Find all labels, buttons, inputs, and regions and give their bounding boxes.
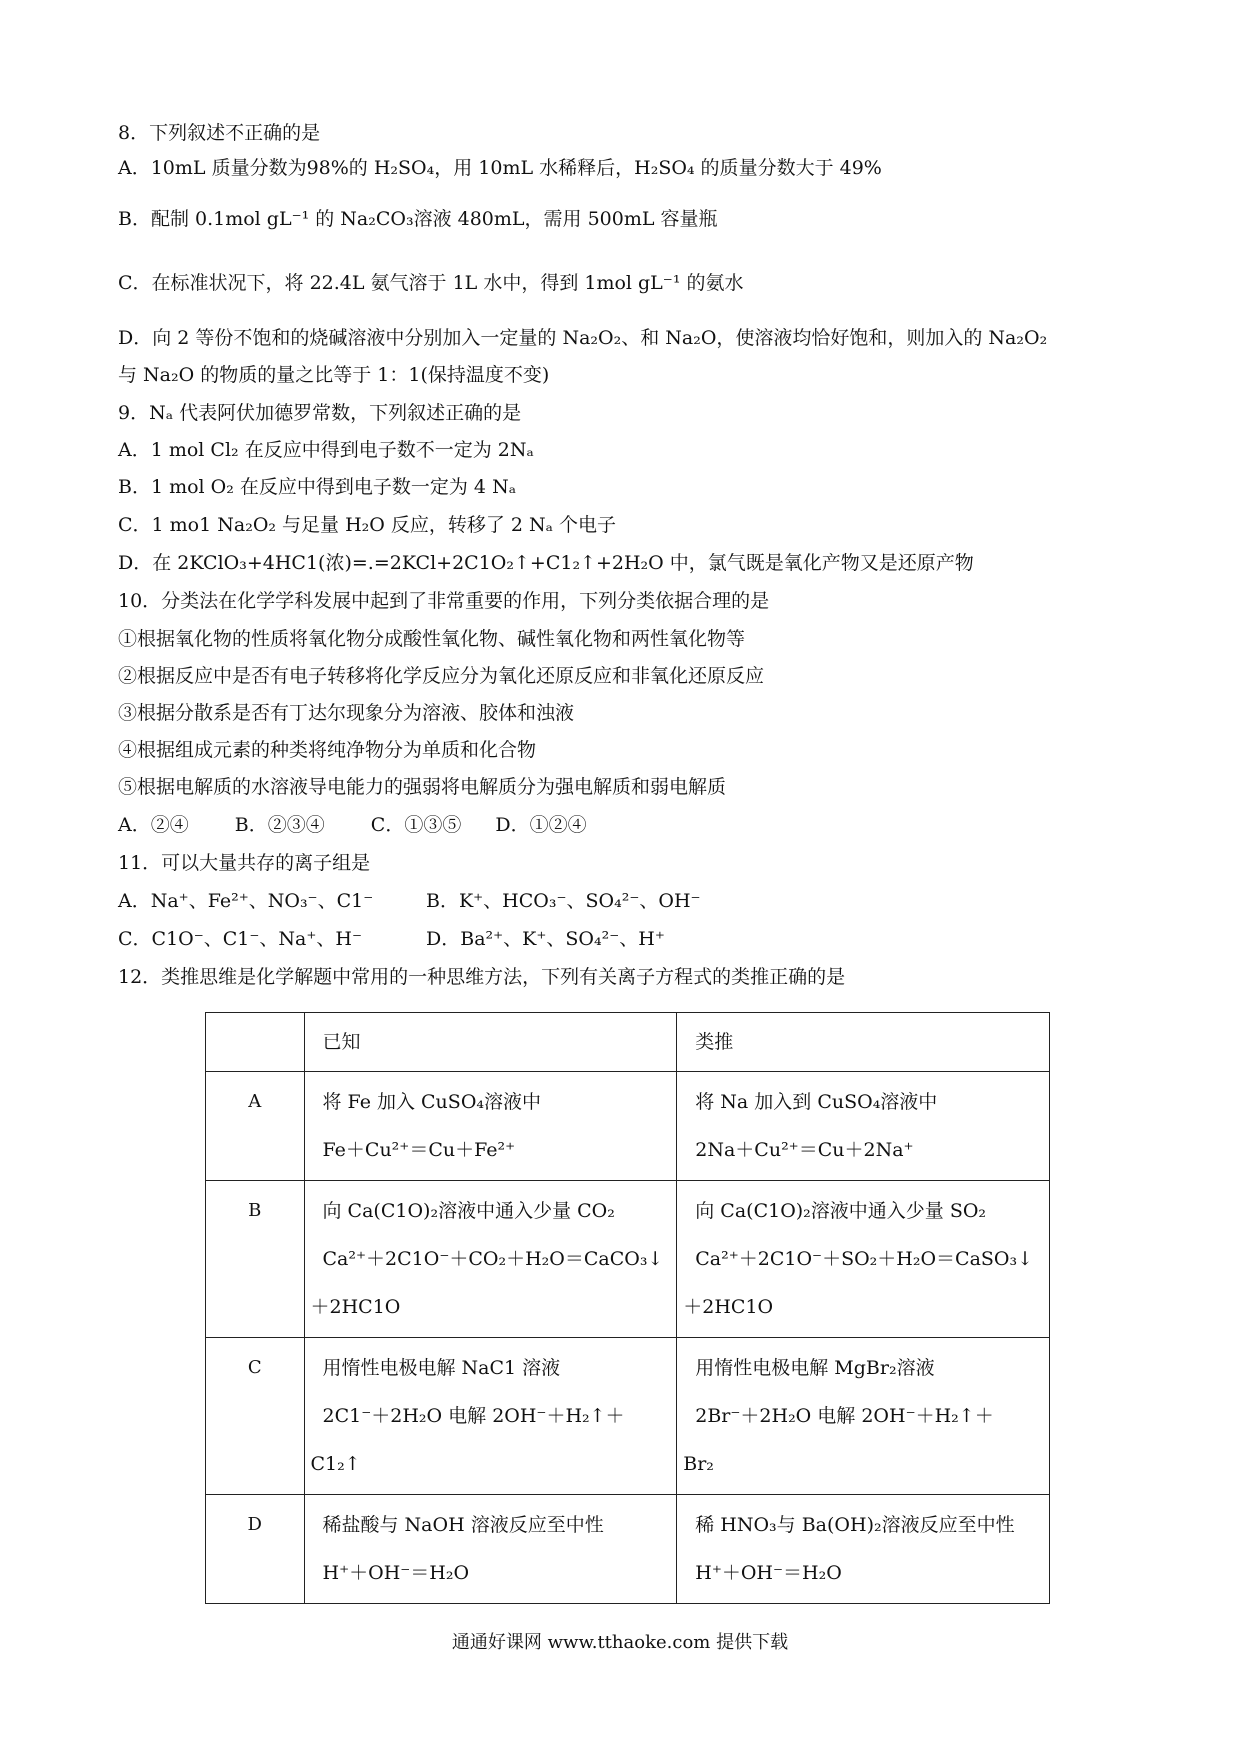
analog-cell [677, 1072, 1050, 1181]
q9-option-b: B．1 mol O₂ 在反应中得到电子数一定为 4 Nₐ [118, 476, 517, 498]
q9-option-a: A．1 mol Cl₂ 在反应中得到电子数不一定为 2Nₐ [118, 439, 534, 461]
row-key: D [206, 1495, 305, 1604]
known-cell [304, 1072, 677, 1181]
cell-line: 用惰性电极电解 NaC1 溶液 [322, 1357, 561, 1379]
table-row [206, 1495, 1050, 1604]
cell-line: 2Na＋Cu²⁺＝Cu＋2Na⁺ [695, 1139, 914, 1161]
cell-line: H⁺＋OH⁻＝H₂O [322, 1562, 470, 1584]
q12-stem: 12．类推思维是化学解题中常用的一种思维方法，下列有关离子方程式的类推正确的是 [118, 966, 846, 988]
cell-line: 稀盐酸与 NaOH 溶液反应至中性 [322, 1514, 604, 1536]
cell-line: H⁺＋OH⁻＝H₂O [695, 1562, 842, 1584]
q10-item: ①根据氧化物的性质将氧化物分成酸性氧化物、碱性氧化物和两性氧化物等 [118, 628, 746, 650]
table-header-analog: 类推 [677, 1013, 1050, 1072]
analog-cell [677, 1338, 1050, 1495]
cell-line: 将 Na 加入到 CuSO₄溶液中 [695, 1091, 938, 1113]
q10-stem: 10．分类法在化学学科发展中起到了非常重要的作用，下列分类依据合理的是 [118, 590, 770, 612]
q8-stem: 8．下列叙述不正确的是 [118, 122, 321, 144]
q8-option-a: A．10mL 质量分数为98%的 H₂SO₄，用 10mL 水稀释后，H₂SO₄ 的质量分数大于 49% [118, 157, 882, 179]
table-header-row [206, 1013, 1050, 1072]
cell-line: ＋2HC1O [683, 1296, 774, 1318]
q8-option-d-cont: 与 Na₂O 的物质的量之比等于 1：1(保持温度不变) [118, 364, 550, 386]
q9-option-c: C．1 mo1 Na₂O₂ 与足量 H₂O 反应，转移了 2 Nₐ 个电子 [118, 514, 617, 536]
q10-options [118, 812, 587, 838]
q10-item: ③根据分散系是否有丁达尔现象分为溶液、胶体和浊液 [118, 702, 575, 724]
row-key: B [206, 1181, 305, 1338]
analogy-table [205, 1012, 1050, 1604]
row-key: A [206, 1072, 305, 1181]
q8-option-b: B．配制 0.1mol gL⁻¹ 的 Na₂CO₃溶液 480mL，需用 500mL 容量瓶 [118, 208, 718, 230]
known-cell [304, 1495, 677, 1604]
q10-item: ④根据组成元素的种类将纯净物分为单质和化合物 [118, 739, 537, 761]
table-header-blank [206, 1013, 305, 1072]
cell-line: ＋2HC1O [310, 1296, 401, 1318]
analog-cell [677, 1181, 1050, 1338]
cell-line: Fe＋Cu²⁺＝Cu＋Fe²⁺ [322, 1139, 516, 1161]
table-row [206, 1072, 1050, 1181]
cell-line: 稀 HNO₃与 Ba(OH)₂溶液反应至中性 [695, 1514, 1015, 1536]
table-row [206, 1338, 1050, 1495]
q10-option-c: C．①③⑤ [370, 814, 462, 836]
table-row [206, 1181, 1050, 1338]
q10-item: ②根据反应中是否有电子转移将化学反应分为氧化还原反应和非氧化还原反应 [118, 665, 765, 687]
q10-option-a: A．②④ [118, 814, 189, 836]
q10-item: ⑤根据电解质的水溶液导电能力的强弱将电解质分为强电解质和弱电解质 [118, 776, 727, 798]
q8-option-d: D．向 2 等份不饱和的烧碱溶液中分别加入一定量的 Na₂O₂、和 Na₂O，使溶液均恰好饱和，则加入的 Na₂O₂ [118, 327, 1048, 349]
q11-option-d: D．Ba²⁺、K⁺、SO₄²⁻、H⁺ [426, 928, 665, 950]
cell-line: Ca²⁺＋2C1O⁻＋CO₂＋H₂O＝CaCO₃↓ [322, 1248, 664, 1270]
cell-line: 2C1⁻＋2H₂O 电解 2OH⁻＋H₂↑＋ [322, 1405, 625, 1427]
cell-line: Br₂ [683, 1453, 714, 1475]
q11-option-b: B．K⁺、HCO₃⁻、SO₄²⁻、OH⁻ [426, 890, 701, 912]
q9-stem: 9．Nₐ 代表阿伏加德罗常数，下列叙述正确的是 [118, 402, 522, 424]
cell-line: C1₂↑ [310, 1453, 361, 1475]
page-footer: 通通好课网 www.tthaoke.com 提供下载 [451, 1632, 789, 1653]
table-header-known: 已知 [304, 1013, 677, 1072]
known-cell [304, 1181, 677, 1338]
q10-option-b: B．②③④ [234, 814, 325, 836]
cell-line: 将 Fe 加入 CuSO₄溶液中 [322, 1091, 542, 1113]
q8-option-c: C．在标准状况下，将 22.4L 氨气溶于 1L 水中，得到 1mol gL⁻¹ 的氨水 [118, 272, 744, 294]
cell-line: 用惰性电极电解 MgBr₂溶液 [695, 1357, 935, 1379]
q11-option-c: C．C1O⁻、C1⁻、Na⁺、H⁻ [118, 928, 363, 950]
cell-line: 2Br⁻＋2H₂O 电解 2OH⁻＋H₂↑＋ [695, 1405, 994, 1427]
q11-options-row1 [118, 888, 701, 914]
row-key: C [206, 1338, 305, 1495]
q11-option-a: A．Na⁺、Fe²⁺、NO₃⁻、C1⁻ [118, 890, 374, 912]
q11-options-row2 [118, 926, 665, 952]
q11-stem: 11．可以大量共存的离子组是 [118, 852, 371, 874]
q10-option-d: D．①②④ [495, 814, 587, 836]
q9-option-d: D．在 2KClO₃+4HC1(浓)=.=2KCl+2C1O₂↑+C1₂↑+2H₂O 中，氯气既是氧化产物又是还原产物 [118, 552, 974, 574]
cell-line: Ca²⁺＋2C1O⁻＋SO₂＋H₂O＝CaSO₃↓ [695, 1248, 1034, 1270]
known-cell [304, 1338, 677, 1495]
cell-line: 向 Ca(C1O)₂溶液中通入少量 SO₂ [695, 1200, 987, 1222]
cell-line: 向 Ca(C1O)₂溶液中通入少量 CO₂ [322, 1200, 615, 1222]
analog-cell [677, 1495, 1050, 1604]
